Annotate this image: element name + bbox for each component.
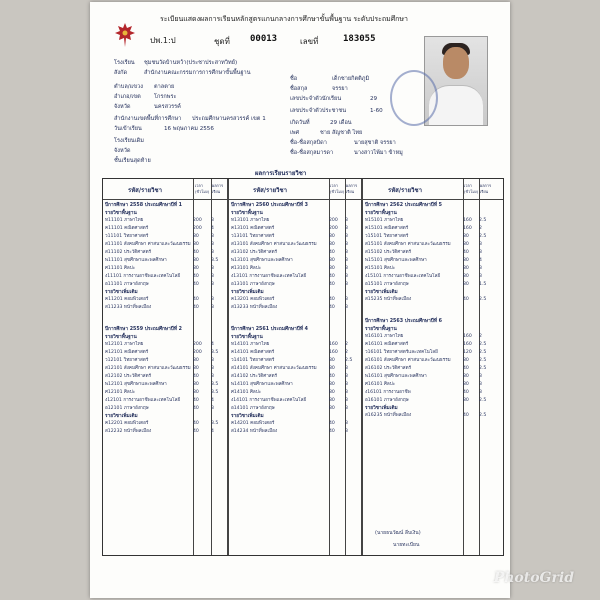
subject-name: ง11101 การงานอาชีพและเทคโนโลยี (105, 274, 181, 279)
subject-name: อ14101 ภาษาอังกฤษ (231, 406, 275, 411)
subject-hours: 80 (463, 398, 469, 403)
subject-name: ท16101 ภาษาไทย (365, 334, 404, 339)
subject-name: ว11101 วิทยาศาสตร์ (105, 234, 149, 239)
set-number: 00013 (250, 34, 278, 44)
subject-name: ส16102 ประวัติศาสตร์ (365, 366, 412, 371)
subject-hours: 120 (463, 350, 472, 355)
core-subjects-heading: รายวิชาพื้นฐาน (365, 211, 397, 216)
subject-grade: 3 (345, 242, 348, 247)
subject-name: ศ16101 ศิลปะ (365, 382, 396, 387)
subject-grade: 3 (211, 218, 214, 223)
subject-grade: 3 (345, 374, 348, 379)
col3-hours-header: เวลา (ชั่วโมง) (464, 183, 479, 194)
school-value: ชุมชนวัดบ้านหว้า(ประชาประสาทวิทย์) (144, 60, 238, 66)
school-label: โรงเรียน (114, 60, 135, 66)
subject-name: ว14101 วิทยาศาสตร์ (231, 358, 275, 363)
subject-name: ส15101 สังคมศึกษา ศาสนาและวัฒนธรรม (365, 242, 451, 247)
subject-hours: 40 (329, 374, 335, 379)
subject-grade: 3 (345, 429, 348, 434)
subject-grade: 3 (345, 226, 348, 231)
entry-date-label: วันเข้าเรียน (114, 126, 142, 132)
birth-date-label: เกิดวันที่ (290, 120, 310, 126)
subject-hours: 80 (193, 242, 199, 247)
subject-name: อ16101 ภาษาอังกฤษ (365, 398, 409, 403)
subject-name: พ11101 สุขศึกษาและพลศึกษา (105, 258, 167, 263)
subject-name: ศ14101 ศิลปะ (231, 390, 262, 395)
subject-grade: 3 (345, 406, 348, 411)
subject-name: ส13101 สังคมศึกษา ศาสนาและวัฒนธรรม (231, 242, 317, 247)
subject-hours: 200 (329, 218, 338, 223)
subject-name: ค16101 คณิตศาสตร์ (365, 342, 409, 347)
subject-name: ง12101 การงานอาชีพและเทคโนโลยี (105, 398, 181, 403)
subject-hours: 40 (329, 282, 335, 287)
father-name-value: นายสุชาติ จรรยา (354, 140, 396, 146)
subject-hours: 80 (463, 358, 469, 363)
col2-hours-header: เวลา (ชั่วโมง) (330, 183, 345, 194)
grades-column-1 (105, 203, 225, 553)
subject-grade: 3 (479, 382, 482, 387)
subject-name: พ15101 สุขศึกษาและพลศึกษา (365, 258, 427, 263)
core-subjects-heading: รายวิชาพื้นฐาน (105, 335, 137, 340)
subject-grade: 3 (479, 242, 482, 247)
first-name-label: ชื่อ (290, 76, 298, 82)
subject-hours: 40 (463, 413, 469, 418)
subject-grade: 3 (479, 374, 482, 379)
subject-grade: 2 (345, 342, 348, 347)
gender-value: ชาย สัญชาติ ไทย (320, 130, 363, 136)
subject-hours: 160 (329, 342, 338, 347)
student-id-value: 29 (370, 96, 378, 102)
last-grade-label: ชั้นเรียนสุดท้าย (114, 158, 151, 164)
area-office-label: สำนักงานเขตพื้นที่การศึกษา (114, 116, 182, 122)
subject-name: ศ12101 ศิลปะ (105, 390, 136, 395)
subdistrict-value: ตาลตาย (154, 84, 175, 90)
subject-name: อ12101 ภาษาอังกฤษ (105, 406, 149, 411)
col3-grade-header: ผลการเรียน (480, 183, 492, 194)
subject-hours: 200 (193, 226, 202, 231)
additional-subjects-heading: รายวิชาเพิ่มเติม (231, 290, 264, 295)
subject-hours: 40 (329, 429, 335, 434)
subject-hours: 80 (193, 382, 199, 387)
mother-name-label: ชื่อ-ชื่อสกุลมารดา (290, 150, 334, 156)
subject-grade: 3 (345, 382, 348, 387)
subject-grade: 3 (211, 305, 214, 310)
core-subjects-heading: รายวิชาพื้นฐาน (105, 211, 137, 216)
transcript-paper (90, 2, 510, 598)
subject-grade: 4 (211, 226, 214, 231)
subject-grade: 3 (211, 234, 214, 239)
col1-grade-header: ผลการเรียน (212, 183, 224, 194)
birth-date-value: 29 เดือน (330, 120, 352, 126)
subject-name: ส14101 สังคมศึกษา ศาสนาและวัฒนธรรม (231, 366, 317, 371)
subject-hours: 40 (463, 366, 469, 371)
subject-hours: 80 (329, 234, 335, 239)
subject-name: ท14101 ภาษาไทย (231, 342, 270, 347)
subdistrict-label: ตำบล/แขวง (114, 84, 143, 90)
additional-subjects-heading: รายวิชาเพิ่มเติม (105, 290, 138, 295)
subject-grade: 2.5 (479, 366, 487, 371)
subject-hours: 40 (329, 250, 335, 255)
province-label: จังหวัด (114, 104, 131, 110)
subject-grade: 2.5 (479, 218, 487, 223)
subject-grade: 4 (211, 429, 214, 434)
student-id-label: เลขประจำตัวนักเรียน (290, 96, 342, 102)
subject-grade: 2.5 (345, 358, 353, 363)
subject-grade: 3 (211, 297, 214, 302)
subject-grade: 3 (345, 297, 348, 302)
subject-name: ค14201 คอมพิวเตอร์ (231, 421, 275, 426)
form-code: ปพ.1:ป (150, 36, 176, 45)
subject-hours: 80 (463, 266, 469, 271)
subject-grade: 3 (211, 266, 214, 271)
subject-hours: 80 (463, 274, 469, 279)
subject-name: ส12101 สังคมศึกษา ศาสนาและวัฒนธรรม (105, 366, 191, 371)
previous-school-label: โรงเรียนเดิม (114, 138, 144, 144)
subject-grade: 2.5 (479, 342, 487, 347)
subject-grade: 3 (345, 421, 348, 426)
subject-grade: 2.5 (479, 398, 487, 403)
subject-grade: 3 (345, 282, 348, 287)
subject-hours: 80 (193, 366, 199, 371)
subject-hours: 40 (463, 297, 469, 302)
subject-grade: 2.5 (479, 358, 487, 363)
gender-label: เพศ (290, 130, 300, 136)
year-block-title: ปีการศึกษา 2559 ประถมศึกษาปีที่ 2 (105, 327, 182, 332)
subject-hours: 80 (193, 234, 199, 239)
subject-name: อ15101 ภาษาอังกฤษ (365, 282, 409, 287)
subject-name: ส14234 หน้าที่พลเมือง (231, 429, 278, 434)
subject-hours: 40 (463, 250, 469, 255)
subject-grade: 2.5 (479, 350, 487, 355)
subject-hours: 160 (329, 350, 338, 355)
subject-name: ท11101 ภาษาไทย (105, 218, 144, 223)
subject-name: ศ11101 ศิลปะ (105, 266, 136, 271)
subject-name: ส11101 สังคมศึกษา ศาสนาและวัฒนธรรม (105, 242, 191, 247)
subject-hours: 80 (329, 258, 335, 263)
year-block-title: ปีการศึกษา 2562 ประถมศึกษาปีที่ 5 (365, 203, 442, 208)
year-block-title: ปีการศึกษา 2561 ประถมศึกษาปีที่ 4 (231, 327, 308, 332)
subject-grade: 3 (345, 258, 348, 263)
subject-name: พ14101 สุขศึกษาและพลศึกษา (231, 382, 293, 387)
document-number: 183055 (343, 34, 376, 44)
subject-name: ส11102 ประวัติศาสตร์ (105, 250, 152, 255)
district-value: โกรกพระ (154, 94, 177, 100)
subject-name: ศ15101 ศิลปะ (365, 266, 396, 271)
core-subjects-heading: รายวิชาพื้นฐาน (231, 211, 263, 216)
grades-column-3 (365, 203, 501, 553)
subject-name: ค15101 คณิตศาสตร์ (365, 226, 409, 231)
additional-subjects-heading: รายวิชาเพิ่มเติม (365, 406, 398, 411)
additional-subjects-heading: รายวิชาเพิ่มเติม (365, 290, 398, 295)
subject-grade: 3 (211, 282, 214, 287)
subject-grade: 3 (345, 398, 348, 403)
subject-hours: 80 (329, 266, 335, 271)
subject-grade: 3 (211, 406, 214, 411)
subject-hours: 80 (463, 258, 469, 263)
subject-hours: 80 (329, 358, 335, 363)
col2-grade-header: ผลการเรียน (346, 183, 358, 194)
photogrid-watermark: PhotoGrid (493, 570, 574, 586)
mother-name-value: นางสาวไพ้มา ข้าหมู (354, 150, 403, 156)
subject-name: ส12102 ประวัติศาสตร์ (105, 374, 152, 379)
grades-column-2 (231, 203, 359, 553)
subject-name: ค11101 คณิตศาสตร์ (105, 226, 149, 231)
subject-hours: 40 (193, 282, 199, 287)
subject-name: อ13101 ภาษาอังกฤษ (231, 282, 275, 287)
subject-name: ท15101 ภาษาไทย (365, 218, 404, 223)
subject-grade: 3 (345, 218, 348, 223)
subject-grade: 3 (211, 358, 214, 363)
subject-name: ศ13101 ศิลปะ (231, 266, 262, 271)
subject-name: ง15101 การงานอาชีพและเทคโนโลยี (365, 274, 441, 279)
subject-hours: 80 (463, 282, 469, 287)
subject-grade: 3 (479, 390, 482, 395)
citizen-id-label: เลขประจำตัวประชาชน (290, 108, 347, 114)
subject-grade: 3 (211, 374, 214, 379)
results-table (102, 178, 504, 556)
district-label: อำเภอ/เขต (114, 94, 141, 100)
subject-hours: 160 (463, 226, 472, 231)
subject-grade: 3 (345, 266, 348, 271)
subject-grade: 3 (345, 366, 348, 371)
area-office-value: ประถมศึกษานครสวรรค์ เขต 1 (192, 116, 266, 122)
subject-hours: 80 (329, 366, 335, 371)
col3-subject-header: รหัส/รายวิชา (388, 187, 422, 194)
subject-grade: 3.5 (211, 382, 219, 387)
subject-name: ส13102 ประวัติศาสตร์ (231, 250, 278, 255)
registrar-name: (นายธนวัฒน์ ลีบเงิน) (375, 530, 421, 536)
subject-hours: 40 (193, 398, 199, 403)
subject-grade: 2 (479, 334, 482, 339)
subject-hours: 40 (193, 297, 199, 302)
subject-grade: 3 (479, 250, 482, 255)
subject-hours: 160 (463, 342, 472, 347)
subject-grade: 2.5 (479, 413, 487, 418)
number-label: เลขที่ (300, 37, 319, 46)
subject-name: ค14101 คณิตศาสตร์ (231, 350, 275, 355)
subject-name: ค11201 คอมพิวเตอร์ (105, 297, 149, 302)
subject-name: อ11101 ภาษาอังกฤษ (105, 282, 149, 287)
subject-grade: 3 (211, 242, 214, 247)
subject-grade: 3 (211, 274, 214, 279)
subject-hours: 80 (193, 358, 199, 363)
subject-hours: 40 (463, 390, 469, 395)
subject-hours: 40 (329, 305, 335, 310)
subject-grade: 2.5 (479, 234, 487, 239)
additional-subjects-heading: รายวิชาเพิ่มเติม (231, 414, 264, 419)
subject-name: ค12201 คอมพิวเตอร์ (105, 421, 149, 426)
subject-name: ส12232 หน้าที่พลเมือง (105, 429, 152, 434)
subject-hours: 200 (329, 226, 338, 231)
subject-name: ส14102 ประวัติศาสตร์ (231, 374, 278, 379)
citizen-id-value: 1-60 (370, 108, 383, 114)
subject-hours: 80 (193, 390, 199, 395)
subject-name: ส13233 หน้าที่พลเมือง (231, 305, 278, 310)
affiliation-value: สำนักงานคณะกรรมการการศึกษาขั้นพื้นฐาน (144, 70, 251, 76)
subject-grade: 3 (211, 366, 214, 371)
province-value: นครสวรรค์ (154, 104, 181, 110)
subject-grade: 4 (211, 342, 214, 347)
subject-name: ว16101 วิทยาศาสตร์และเทคโนโลยี (365, 350, 438, 355)
results-title: ผลการเรียนรายวิชา (255, 170, 307, 177)
subject-name: ว12101 วิทยาศาสตร์ (105, 358, 149, 363)
subject-hours: 200 (193, 350, 202, 355)
subject-hours: 40 (329, 421, 335, 426)
subject-hours: 40 (193, 305, 199, 310)
subject-hours: 40 (193, 274, 199, 279)
col1-hours-header: เวลา (ชั่วโมง) (195, 183, 210, 194)
subject-name: พ13101 สุขศึกษาและพลศึกษา (231, 258, 293, 263)
subject-grade: 3 (345, 250, 348, 255)
subject-name: ง14101 การงานอาชีพและเทคโนโลยี (231, 398, 307, 403)
subject-grade: 3 (479, 266, 482, 271)
year-block-title: ปีการศึกษา 2563 ประถมศึกษาปีที่ 6 (365, 319, 442, 324)
subject-hours: 40 (329, 297, 335, 302)
subject-name: ส16101 สังคมศึกษา ศาสนาและวัฒนธรรม (365, 358, 451, 363)
subject-name: ส15102 ประวัติศาสตร์ (365, 250, 412, 255)
first-name-value: เด็กชายกิตติภูมิ (332, 76, 370, 82)
subject-hours: 80 (463, 242, 469, 247)
subject-hours: 160 (463, 334, 472, 339)
subject-name: ค12101 คณิตศาสตร์ (105, 350, 149, 355)
subject-hours: 40 (329, 274, 335, 279)
subject-hours: 80 (329, 242, 335, 247)
subject-hours: 80 (463, 234, 469, 239)
col1-subject-header: รหัส/รายวิชา (128, 187, 162, 194)
registrar-role: นายทะเบียน (393, 542, 420, 548)
subject-name: ส11233 หน้าที่พลเมือง (105, 305, 152, 310)
subject-name: ท12101 ภาษาไทย (105, 342, 144, 347)
subject-grade: 4 (479, 258, 482, 263)
subject-hours: 160 (463, 218, 472, 223)
year-block-title: ปีการศึกษา 2560 ประถมศึกษาปีที่ 3 (231, 203, 308, 208)
garuda-emblem-icon (114, 22, 136, 48)
subject-name: ง13101 การงานอาชีพและเทคโนโลยี (231, 274, 307, 279)
subject-hours: 80 (329, 398, 335, 403)
affiliation-label: สังกัด (114, 70, 128, 76)
subject-hours: 40 (193, 429, 199, 434)
subject-hours: 80 (329, 390, 335, 395)
year-block-title: ปีการศึกษา 2558 ประถมศึกษาปีที่ 1 (105, 203, 182, 208)
subject-name: ส15235 หน้าที่พลเมือง (365, 297, 412, 302)
official-seal-icon (390, 70, 438, 126)
father-name-label: ชื่อ-ชื่อสกุลบิดา (290, 140, 327, 146)
subject-name: ค13201 คอมพิวเตอร์ (231, 297, 275, 302)
form-title: ระเบียนแสดงผลการเรียนหลักสูตรแกนกลางการศึกษาขั้นพื้นฐาน ระดับประถมศึกษา (160, 15, 408, 23)
subject-hours: 80 (463, 382, 469, 387)
subject-hours: 40 (193, 406, 199, 411)
subject-hours: 200 (193, 342, 202, 347)
core-subjects-heading: รายวิชาพื้นฐาน (365, 327, 397, 332)
additional-subjects-heading: รายวิชาเพิ่มเติม (105, 414, 138, 419)
subject-hours: 40 (193, 250, 199, 255)
subject-grade: 2 (345, 350, 348, 355)
subject-hours: 80 (329, 382, 335, 387)
subject-hours: 80 (463, 374, 469, 379)
subject-grade: 3.5 (211, 421, 219, 426)
entry-date-value: 16 พฤษภาคม 2556 (164, 126, 214, 132)
subject-name: ง16101 การงานอาชีพ (365, 390, 411, 395)
subject-hours: 80 (193, 258, 199, 263)
subject-grade: 3.5 (211, 258, 219, 263)
subject-name: ว13101 วิทยาศาสตร์ (231, 234, 275, 239)
subject-grade: 4 (211, 398, 214, 403)
set-label: ชุดที่ (214, 37, 230, 46)
subject-grade: 3 (345, 390, 348, 395)
subject-grade: 2.5 (479, 297, 487, 302)
subject-hours: 200 (193, 218, 202, 223)
subject-name: พ12101 สุขศึกษาและพลศึกษา (105, 382, 167, 387)
subject-grade: 3.5 (211, 350, 219, 355)
subject-name: ค13101 คณิตศาสตร์ (231, 226, 275, 231)
subject-name: ท13101 ภาษาไทย (231, 218, 270, 223)
subject-name: ส16235 หน้าที่พลเมือง (365, 413, 412, 418)
subject-hours: 40 (193, 374, 199, 379)
subject-grade: 3 (345, 234, 348, 239)
core-subjects-heading: รายวิชาพื้นฐาน (231, 335, 263, 340)
subject-grade: 2 (479, 226, 482, 231)
subject-hours: 80 (193, 266, 199, 271)
subject-name: พ16101 สุขศึกษาและพลศึกษา (365, 374, 427, 379)
subject-grade: 3 (345, 305, 348, 310)
subject-grade: 3 (345, 274, 348, 279)
subject-grade: 3 (211, 250, 214, 255)
surname-label: ชื่อสกุล (290, 86, 308, 92)
subject-grade: 3 (479, 274, 482, 279)
col2-subject-header: รหัส/รายวิชา (253, 187, 287, 194)
subject-hours: 40 (193, 421, 199, 426)
previous-province-label: จังหวัด (114, 148, 131, 154)
subject-name: ว15101 วิทยาศาสตร์ (365, 234, 409, 239)
subject-grade: 1.5 (479, 282, 487, 287)
subject-hours: 80 (329, 406, 335, 411)
subject-grade: 3.5 (211, 390, 219, 395)
surname-value: จรรยา (332, 86, 348, 92)
